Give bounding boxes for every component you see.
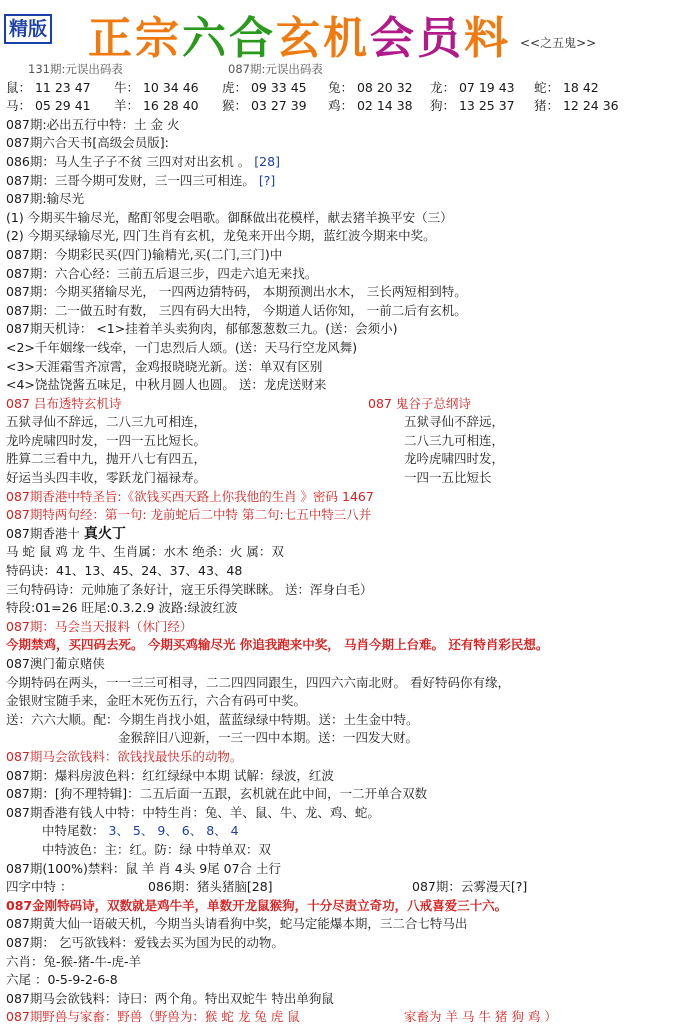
text-segment: 087期香港十 (6, 525, 80, 541)
title-part-3: 玄机 (276, 13, 370, 64)
text-line: 马 蛇 鼠 鸡 龙 牛、生肖属：水木 绝杀：火 属：双 (6, 544, 284, 560)
text-line: (2) 今期买绿输尽光, 四门生肖有玄机，龙兔来开出今期，蓝红波今期来中奖。 (6, 228, 436, 244)
link-ref[interactable]: [28] (254, 153, 280, 169)
poem-row (6, 450, 686, 469)
text-line: 三句特码诗：元帅施了条好计，寇王乐得笑眯眯。 送：浑身白毛） (6, 581, 373, 597)
text-line: 特段:01=26 旺尾:0.3.2.9 波路:绿波红波 (6, 600, 238, 616)
text-segment: 086期：猪头猪脑[28] (148, 879, 273, 895)
poem-left: 好运当头四丰收，零跃龙门福禄寿。 (6, 470, 207, 486)
zodiac-cell: 兔： 08 20 32 (328, 79, 413, 95)
zodiac-cell: 狗： 13 25 37 (430, 98, 515, 114)
text-line: 中特波色：主：红。防：绿 中特单双：双 (42, 841, 271, 857)
text-line: 087期黄大仙一语破天机，今期当头请看狗中奖，蛇马定能爆本期，三二合七特马出 (6, 916, 468, 932)
zodiac-cell: 龙： 07 19 43 (430, 79, 515, 95)
poem-right: 五狱寻仙不辞远， (404, 414, 505, 430)
highlight-line: 087金刚特码诗，双数就是鸡牛羊，单数开龙鼠猴狗，十分尽责立奇功，八戒喜爱三十六。 (6, 897, 508, 913)
text-line (6, 878, 686, 897)
zodiac-cell: 鼠： 11 23 47 (6, 79, 91, 95)
poem-row (6, 469, 686, 488)
poem-right: 二八三九可相连， (404, 432, 505, 448)
text-line: 金猴辞旧八迎新，一三一四中本期。送：一四发大财。 (118, 730, 419, 746)
poem-title-left: 087 吕布透特玄机诗 (6, 395, 122, 411)
zodiac-row-2 (6, 97, 686, 116)
version-badge: 精版 (4, 14, 52, 44)
zodiac-cell: 鸡： 02 14 38 (328, 98, 413, 114)
text-line (6, 822, 686, 841)
text-segment: 087期野兽与家畜：野兽（野兽为：猴 蛇 龙 兔 虎 鼠 (6, 1009, 300, 1025)
text-line (6, 172, 686, 191)
zodiac-cell: 蛇： 18 42 (534, 79, 599, 95)
poem-left: 龙吟虎啸四时发，一四一五比短长。 (6, 432, 207, 448)
text-line: 六尾 ：0-5-9-2-6-8 (6, 972, 118, 988)
text-line: 087期：今期彩民买(四门)输精光,买(二门,三门)中 (6, 246, 283, 262)
highlight-line: 087期特两句经：第一句: 龙前蛇后二中特 第二句:七五中特三八并 (6, 507, 372, 523)
text-line: 今期特码在两头，一一三三可相寻，二二四四同跟生，四四六六南北财。 看好特码你有缘， (6, 674, 510, 690)
text-line: 087期香港有钱人中特：中特生肖：兔、羊、鼠、牛、龙、鸡、蛇。 (6, 804, 380, 820)
text-segment: 家畜为 羊 马 牛 猪 狗 鸡 ） (404, 1009, 557, 1025)
poem-row (6, 432, 686, 451)
text-line: 087期：六合心经：三前五后退三步，四走六追无来找。 (6, 265, 318, 281)
text-line: 金银财宝随手来，金旺木死伤五行，六合有码可中奖。 (6, 693, 307, 709)
page-header (0, 0, 690, 62)
zodiac-cell: 虎： 09 33 45 (222, 79, 307, 95)
highlight-line: 今期禁鸡，买四码去死。 今期买鸡输尽光 你追我跑来中奖， 马肖今期上台难。 还有特肖彩民想。 (6, 637, 549, 653)
text-line: (1) 今期买牛输尽光，酩酊邻叟会唱歌。御酥做出花模样，献去猪羊换平安（三） (6, 209, 453, 225)
text-line: 087期天机诗： <1>挂着羊头卖狗肉，郁郁葱葱数三九。(送：会须小) (6, 321, 398, 337)
poem-right: 一四一五比短长 (404, 470, 492, 486)
highlight-line: 087期香港中特圣旨:《欲钱买西天路上你我他的生肖 》密码 1467 (6, 488, 374, 504)
text-line: 087期：爆料房波色料：红红绿绿中本期 试解：绿波，红波 (6, 767, 334, 783)
text-line: 087期： 乞丐欲钱料：爱钱去买为国为民的动物。 (6, 934, 284, 950)
text-line: 087期：二一做五时有数， 三四有码大出特， 今期道人话你知， 一前二后有玄机。 (6, 302, 467, 318)
title-part-1: 正宗 (88, 13, 182, 64)
zodiac-header-left: 131期:元误出码表 (28, 62, 123, 76)
zodiac-header-right: 087期:元误出码表 (228, 62, 323, 76)
link-ref[interactable]: [?] (258, 172, 276, 188)
text-segment: 087期：三哥今期可发财，三一四三可相连。 (6, 172, 255, 188)
text-line: 087澳门葡京赌侠 (6, 656, 105, 671)
text-line: <3>天涯霜雪齐凉霄，金鸡报晓晓光新。送：单双有区别 (6, 358, 323, 374)
text-line: 087期：[狗不理特辑]：二五后面一五跟，玄机就在此中间，一二开单合双数 (6, 786, 428, 802)
poem-title-right: 087 鬼谷子总纲诗 (368, 395, 471, 411)
zodiac-row-1 (6, 79, 686, 98)
text-line: 送：六六大顺。配：今期生肖找小姐，蓝蓝绿绿中特期。送：土生金中特。 (6, 711, 419, 727)
title-part-2: 六合 (182, 13, 276, 64)
text-segment: 中特尾数： (42, 823, 105, 839)
text-segment: 四字中特 ： (6, 879, 73, 895)
highlight-line: 087期马会欲钱料：欲钱找最快乐的动物。 (6, 748, 243, 764)
poem-left: 五狱寻仙不辞远，二八三九可相连， (6, 414, 207, 430)
content-body (6, 60, 686, 1027)
poem-row (6, 413, 686, 432)
overlap-label: 真火丁 (83, 525, 126, 542)
text-line: 六肖：兔-猴-猪-牛-虎-羊 (6, 953, 142, 969)
text-line: 087期(100%)禁料：鼠 羊 肖 4头 9尾 07合 土行 (6, 860, 282, 876)
title-part-5: 料 (464, 13, 511, 64)
zodiac-cell: 马： 05 29 41 (6, 98, 91, 114)
poem-headers (6, 395, 686, 414)
text-line: 087期：今期买猪输尽光， 一四两边猜特码， 本期预测出水木， 三长两短相到特。 (6, 284, 467, 300)
zodiac-cell: 猪： 12 24 36 (534, 98, 619, 114)
zodiac-table-header (6, 60, 686, 79)
issue-tag: <<之五鬼>> (520, 36, 597, 50)
text-segment: 086期：马人生子子不贫 三四对对出玄机 。 (6, 153, 251, 169)
text-line: <4>饶盐饶酱五味足，中秋月圆人也圆。 送：龙虎送财来 (6, 377, 327, 393)
title-part-4: 会员 (370, 13, 464, 64)
page-title (88, 2, 511, 66)
text-line: 087期:输尽光 (6, 191, 85, 207)
text-line: 特码诀：41、13、45、24、37、43、48 (6, 563, 243, 579)
highlight-line: 087期：马会当天报料（休门经） (6, 618, 193, 634)
text-line: 087期马会欲钱料：诗曰：两个角。特出双蛇牛 特出单狗鼠 (6, 990, 334, 1006)
highlight-line (6, 1008, 686, 1027)
text-line: 087期六合天书[高级会员版]: (6, 135, 169, 151)
text-line: 087期:必出五行中特：土 金 火 (6, 116, 180, 132)
poem-right: 龙吟虎啸四时发， (404, 451, 505, 467)
text-line: <2>千年姻缘一线牵，一门忠烈后人颂。(送：天马行空龙风舞) (6, 339, 358, 355)
poem-left: 胜算二三看中九，抛开八七有四五， (6, 451, 207, 467)
text-segment: 087期：云雾漫天[?] (412, 879, 528, 895)
text-line (6, 153, 686, 172)
zodiac-cell: 牛： 10 34 46 (114, 79, 199, 95)
tail-numbers: 3、 5、 9、 6、 8、 4 (108, 823, 239, 839)
zodiac-cell: 猴： 03 27 39 (222, 98, 307, 114)
text-line (6, 525, 686, 544)
zodiac-cell: 羊： 16 28 40 (114, 98, 199, 114)
